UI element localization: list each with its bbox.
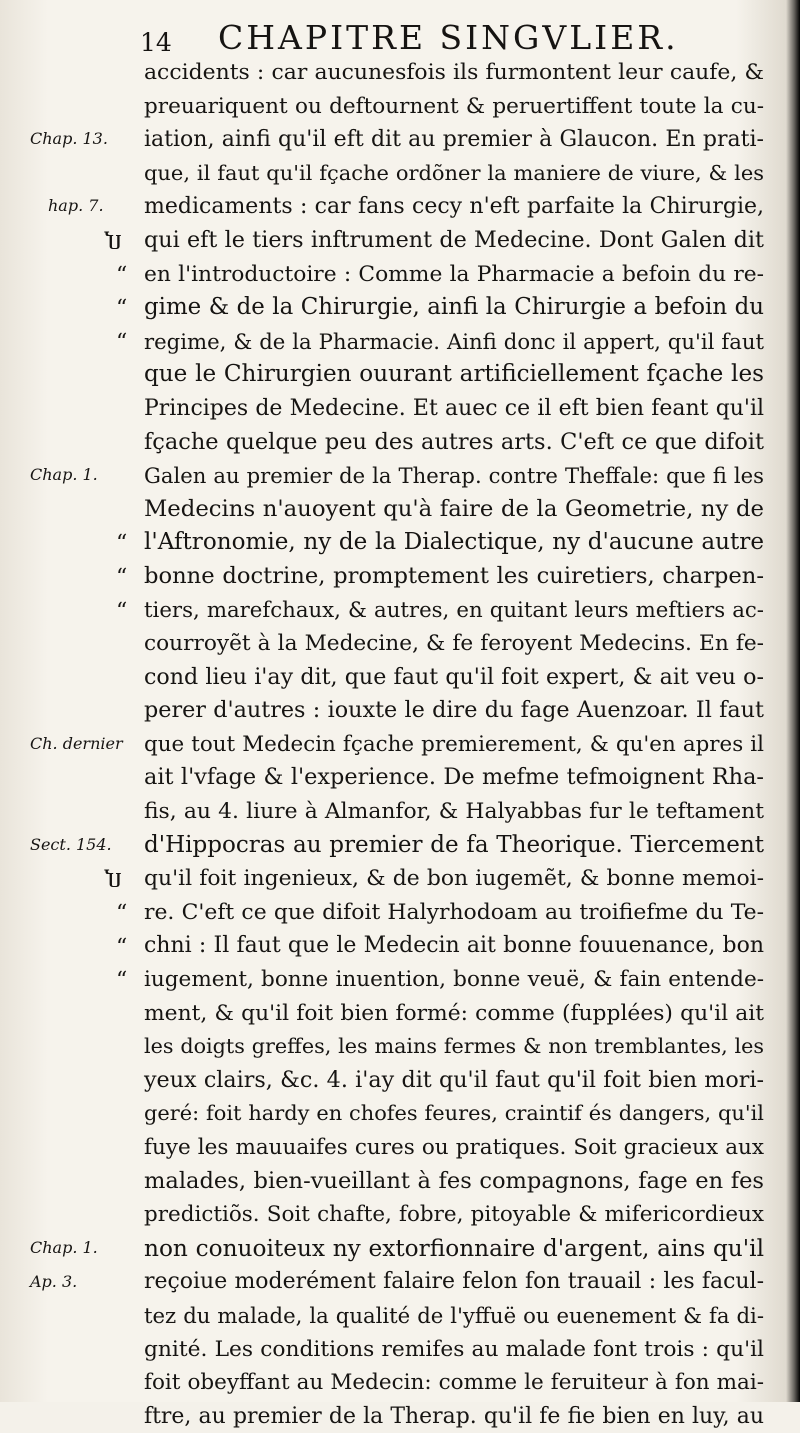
- citation-mark-icon: “: [116, 934, 128, 960]
- text-line: accidents : car aucunesfois ils furmontent leur caufe, &: [144, 60, 764, 85]
- text-line: gnité. Les conditions remifes au malade font trois : qu'il: [144, 1336, 764, 1362]
- text-line: en l'introductoire : Comme la Pharmacie a befoin du re-: [144, 261, 764, 287]
- text-line: regime, & de la Pharmacie. Ainfi donc il appert, qu'il faut: [144, 328, 764, 354]
- text-line: iugement, bonne inuention, bonne veuë, & fain entende-: [144, 967, 764, 993]
- text-line: que le Chirurgien ouurant artificiellement fçache les: [144, 361, 764, 388]
- text-line: courroyẽt à la Medecine, & fe feroyent Medecins. En fe-: [144, 631, 764, 657]
- citation-mark-icon: “: [116, 901, 128, 926]
- text-line: yeux clairs, &c. 4. i'ay dit qu'il faut qu'il foit bien mori-: [144, 1066, 764, 1093]
- margin-note: Chap. 13.: [30, 129, 108, 149]
- text-line: malades, bien-vueillant à fes compagnons, fage en fes: [144, 1167, 764, 1194]
- running-title: CHAPITRE SINGVLIER.: [218, 18, 679, 57]
- citation-mark-icon: “: [116, 531, 128, 557]
- text-line: que, il faut qu'il fçache ordõner la maniere de viure, & les: [144, 160, 764, 185]
- citation-mark-icon: “: [116, 262, 128, 288]
- citation-mark-icon: “: [116, 598, 128, 624]
- text-line: gime & de la Chirurgie, ainfi la Chirurgie a befoin du: [144, 294, 764, 321]
- citation-mark-icon: “: [116, 329, 128, 355]
- text-line: cond lieu i'ay dit, que faut qu'il foit expert, & ait veu o-: [144, 663, 764, 690]
- text-line: foit obeyffant au Medecin: comme le feruiteur à fon mai-: [144, 1370, 764, 1396]
- text-line: predictiõs. Soit chafte, fobre, pitoyable & mifericordieux: [144, 1202, 764, 1228]
- text-line: l'Aftronomie, ny de la Dialectique, ny d'aucune autre: [144, 529, 764, 556]
- text-line: qui eft le tiers inftrument de Medecine. Dont Galen dit: [144, 226, 764, 253]
- text-line: iation, ainfi qu'il eft dit au premier à Glaucon. En prati-: [144, 127, 764, 153]
- text-line: preuariquent ou deftournent & peruertiffent toute la cu-: [144, 93, 764, 119]
- text-line: Medecins n'auoyent qu'à faire de la Geometrie, ny de: [144, 495, 764, 522]
- text-line: ftre, au premier de la Therap. qu'il fe fie bien en luy, au: [144, 1403, 764, 1429]
- text-line: re. C'eft ce que difoit Halyrhodoam au troifiefme du Te-: [144, 899, 764, 925]
- text-line: qu'il foit ingenieux, & de bon iugemẽt, & bonne memoi-: [144, 866, 764, 892]
- text-line: medicaments : car fans cecy n'eft parfaite la Chirurgie,: [144, 194, 764, 220]
- text-line: Galen au premier de la Therap. contre Theffale: que fi les: [144, 463, 764, 489]
- text-line: geré: foit hardy en chofes feures, craintif és dangers, qu'il: [144, 1101, 764, 1126]
- text-line: ait l'vfage & l'experience. De mefme tefmoignent Rha-: [144, 764, 764, 791]
- margin-note: hap. 7.: [48, 196, 104, 216]
- margin-note: Sect. 154.: [30, 834, 112, 854]
- text-line: Principes de Medecine. Et auec ce il eft bien feant qu'il: [144, 395, 764, 421]
- text-line: fuye les mauuaifes cures ou pratiques. Soit gracieux aux: [144, 1135, 764, 1160]
- text-line: fçache quelque peu des autres arts. C'eft ce que difoit: [144, 428, 764, 455]
- pilcrow-symbol-icon: Ⴎ: [104, 868, 122, 893]
- text-line: fis, au 4. liure à Almanfor, & Halyabbas fur le teftament: [144, 799, 764, 825]
- book-spine-shadow: [786, 0, 800, 1402]
- text-line: perer d'autres : iouxte le dire du fage Auenzoar. Il faut: [144, 697, 764, 724]
- margin-note: Ch. dernier: [30, 734, 123, 753]
- margin-note: Chap. 1.: [30, 1238, 98, 1257]
- text-line: tiers, marefchaux, & autres, en quitant leurs meftiers ac-: [144, 597, 764, 623]
- body-text: [144, 56, 764, 1433]
- text-line: reçoiue moderément falaire felon fon trauail : les facul-: [144, 1269, 764, 1295]
- text-line: les doigts greffes, les mains fermes & non tremblantes, les: [144, 1034, 764, 1059]
- citation-mark-icon: “: [116, 565, 128, 590]
- text-line: bonne doctrine, promptement les cuiretiers, charpen-: [144, 562, 764, 589]
- citation-mark-icon: “: [116, 296, 128, 322]
- text-line: tez du malade, la qualité de l'yffuë ou euenement & fa di-: [144, 1302, 764, 1328]
- citation-mark-icon: “: [116, 968, 128, 994]
- text-line: chni : Il faut que le Medecin ait bonne fouuenance, bon: [144, 933, 764, 959]
- page-header: [140, 14, 790, 57]
- text-line: non conuoiteux ny extorfionnaire d'argent, ains qu'il: [144, 1234, 764, 1262]
- margin-note: Ap. 3.: [30, 1271, 78, 1291]
- text-line: ment, & qu'il foit bien formé: comme (fupplées) qu'il ait: [144, 1000, 764, 1026]
- page-number: 14: [140, 28, 172, 57]
- text-line: que tout Medecin fçache premierement, & qu'en apres il: [144, 731, 764, 757]
- margin-note: Chap. 1.: [30, 465, 98, 485]
- text-line: d'Hippocras au premier de fa Theorique. Tiercement: [144, 831, 764, 858]
- pilcrow-symbol-icon: Ⴎ: [104, 230, 122, 254]
